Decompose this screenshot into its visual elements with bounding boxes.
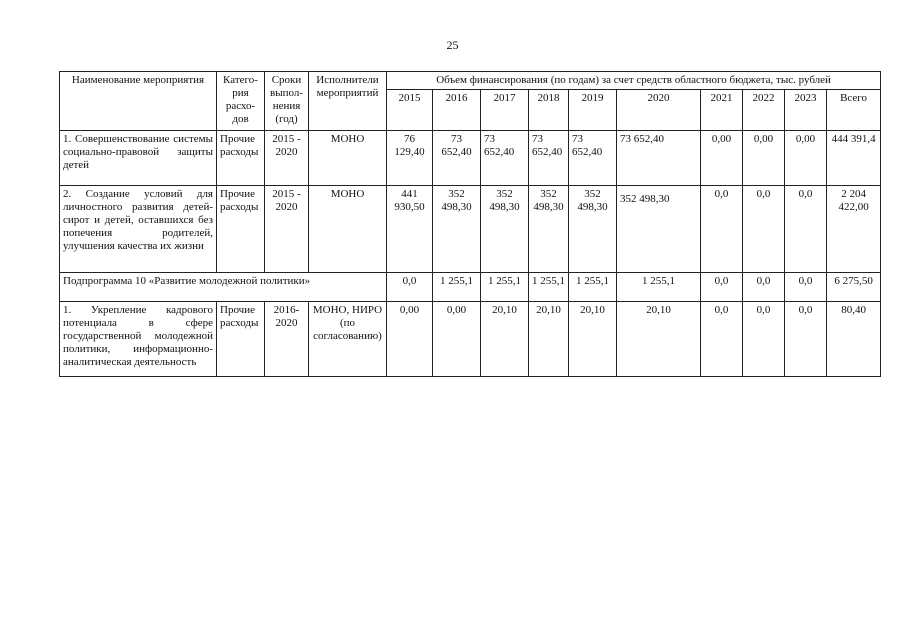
row-value: 76 129,40 [387,131,433,186]
year-cell: 2017 [481,90,529,131]
row-value: 0,0 [743,302,785,377]
row-value: 20,10 [481,302,529,377]
row-value: 352 498,30 [569,186,617,273]
subprogram-value: 0,0 [743,273,785,302]
row-value: 0,00 [743,131,785,186]
year-cell: 2015 [387,90,433,131]
header-executors: Исполнители мероприятий [309,72,387,131]
subprogram-value: 1 255,1 [617,273,701,302]
row-value: 73 652,40 [433,131,481,186]
row-value: 0,0 [701,186,743,273]
row-value: 0,00 [785,131,827,186]
row-value: 73 652,40 [569,131,617,186]
header-category: Катего-рия расхо-дов [217,72,265,131]
subprogram-total: 6 275,50 [827,273,881,302]
table-row [60,186,881,273]
table-row [60,302,881,377]
row-value: 352 498,30 [433,186,481,273]
row-total: 2 204 422,00 [827,186,881,273]
row-value: 0,0 [785,186,827,273]
table-header-row [60,72,881,90]
row-value: 441 930,50 [387,186,433,273]
year-cell: 2023 [785,90,827,131]
year-cell: 2019 [569,90,617,131]
year-cell: 2018 [529,90,569,131]
table-row [60,131,881,186]
header-terms: Сроки выпол-нения (год) [265,72,309,131]
row-name: 1. Совершенствование системы социально-правовой защиты детей [60,131,217,186]
subprogram-title: Подпрограмма 10 «Развитие молодежной политики» [60,273,387,302]
financing-table [59,71,881,377]
row-value-text: 352 498,30 [620,193,670,205]
year-cell: 2020 [617,90,701,131]
row-terms: 2015 - 2020 [265,186,309,273]
row-value: 352 498,30 [529,186,569,273]
row-value: 0,0 [743,186,785,273]
row-executors: МОНО [309,131,387,186]
row-value: 0,0 [785,302,827,377]
year-cell: 2021 [701,90,743,131]
row-name: 1. Укрепление кадрового потенциала в сфере государственной молодежной политики, информационно-аналитическая деятельность [60,302,217,377]
subprogram-value: 0,0 [387,273,433,302]
row-terms: 2016-2020 [265,302,309,377]
header-financing: Объем финансирования (по годам) за счет средств областного бюджета, тыс. рублей [387,72,881,90]
row-value: 0,00 [433,302,481,377]
row-total: 444 391,4 [827,131,881,186]
row-value [617,186,701,273]
row-category: Прочие расходы [217,302,265,377]
subprogram-value: 0,0 [785,273,827,302]
row-category: Прочие расходы [217,131,265,186]
header-name: Наименование мероприятия [60,72,217,131]
row-category: Прочие расходы [217,186,265,273]
subprogram-row [60,273,881,302]
row-name: 2. Создание условий для личностного развития детей-сирот и детей, оставшихся без попечения родителей, улучшения качества их жизни [60,186,217,273]
subprogram-value: 1 255,1 [569,273,617,302]
year-cell: 2016 [433,90,481,131]
year-cell-total: Всего [827,90,881,131]
subprogram-value: 0,0 [701,273,743,302]
row-value: 73 652,40 [617,131,701,186]
row-value: 20,10 [617,302,701,377]
subprogram-value: 1 255,1 [529,273,569,302]
row-value: 73 652,40 [481,131,529,186]
row-value: 352 498,30 [481,186,529,273]
page-number: 25 [446,38,459,52]
subprogram-value: 1 255,1 [433,273,481,302]
row-value: 0,00 [387,302,433,377]
row-value: 73 652,40 [529,131,569,186]
row-executors: МОНО [309,186,387,273]
subprogram-value: 1 255,1 [481,273,529,302]
row-value: 20,10 [529,302,569,377]
row-value: 0,00 [701,131,743,186]
row-total: 80,40 [827,302,881,377]
row-value: 0,0 [701,302,743,377]
year-cell: 2022 [743,90,785,131]
row-value: 20,10 [569,302,617,377]
row-terms: 2015 - 2020 [265,131,309,186]
row-executors: МОНО, НИРО (по согласованию) [309,302,387,377]
